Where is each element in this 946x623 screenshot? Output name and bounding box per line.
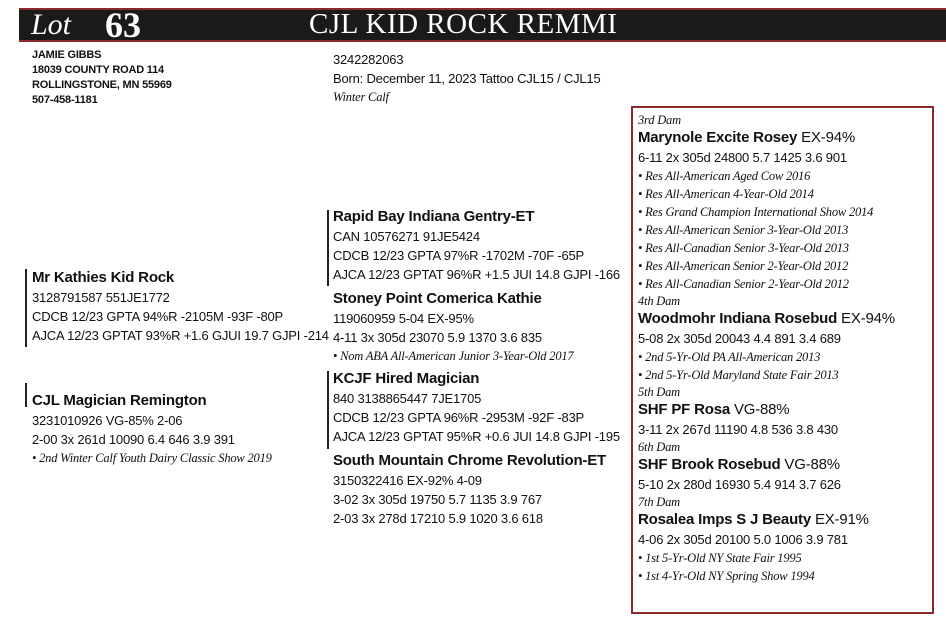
animal-title: CJL KID ROCK REMMI [309, 8, 618, 40]
dam-generation-classification: VG-88% [729, 401, 790, 418]
dam-generation-name-text: Marynole Excite Rosey [638, 129, 798, 146]
dam-block [32, 391, 272, 467]
dam-generation-classification: VG-88% [780, 456, 840, 473]
dam-dam-line1: 3150322416 EX-92% 4-09 [333, 473, 482, 488]
owner-name: JAMIE GIBBS [32, 49, 102, 61]
dam-generation-name-text: Woodmohr Indiana Rosebud [638, 310, 838, 327]
sire-sire-line3: AJCA 12/23 GPTAT 96%R +1.5 JUI 14.8 GJPI -166 [333, 267, 620, 282]
owner-address2: ROLLINGSTONE, MN 55969 [32, 79, 172, 91]
animal-class: Winter Calf [333, 90, 389, 104]
sire-dam-name: Stoney Point Comerica Kathie [333, 290, 542, 307]
dam-generation-classification: EX-94% [797, 129, 856, 146]
dam-sire-block [333, 369, 620, 446]
dam-bracket [25, 383, 27, 407]
dam-section [638, 293, 930, 384]
dam-generation-achievement: • Res Grand Champion International Show 2014 [638, 205, 874, 219]
dam-dam-line2: 3-02 3x 305d 19750 5.7 1135 3.9 767 [333, 492, 542, 507]
dam-generation-achievement: • Res All-American Senior 2-Year-Old 2012 [638, 259, 849, 273]
dam-sire-line3: AJCA 12/23 GPTAT 95%R +0.6 JUI 14.8 GJPI -195 [333, 429, 620, 444]
dam-section [638, 112, 930, 293]
dam-generation-name [638, 128, 930, 148]
dam-generation-name-text: SHF Brook Rosebud [638, 456, 781, 473]
dam-generation-record: 5-08 2x 305d 20043 4.4 891 3.4 689 [638, 331, 841, 346]
animal-reg: 3242282063 [333, 52, 404, 67]
dam-generation-achievement: • Res All-Canadian Senior 2-Year-Old 2012 [638, 277, 849, 291]
sire-dam-block [333, 289, 574, 365]
dam-generation-name [638, 309, 930, 329]
dam-generation-label: 3rd Dam [638, 113, 681, 127]
sire-sire-bracket [327, 210, 329, 286]
dam-generation-achievement: • 1st 4-Yr-Old NY Spring Show 1994 [638, 569, 815, 583]
sire-line1: 3128791587 551JE1772 [32, 290, 170, 305]
dam-generation-label: 6th Dam [638, 440, 681, 454]
dam-generation-label: 7th Dam [638, 495, 681, 509]
dam-dam-block [333, 451, 606, 528]
owner-block [32, 48, 172, 108]
sire-line3: AJCA 12/23 GPTAT 93%R +1.6 GJUI 19.7 GJPI -214 [32, 328, 329, 343]
dam-generation-achievement: • Res All-American Senior 3-Year-Old 2013 [638, 223, 849, 237]
dam-generation-achievement: • Res All-American Aged Cow 2016 [638, 169, 811, 183]
dam-generation-achievement: • 2nd 5-Yr-Old PA All-American 2013 [638, 350, 821, 364]
sire-sire-block [333, 207, 620, 284]
sire-sire-line2: CDCB 12/23 GPTA 97%R -1702M -70F -65P [333, 248, 585, 263]
dam-sire-bracket [327, 371, 329, 449]
dam-achievement: • 2nd Winter Calf Youth Dairy Classic Show 2019 [32, 451, 272, 465]
extended-dams-list [638, 112, 930, 585]
dam-sire-line2: CDCB 12/23 GPTA 96%R -2953M -92F -83P [333, 410, 585, 425]
dam-generation-name [638, 455, 930, 475]
dam-generation-name [638, 400, 930, 420]
dam-dam-name: South Mountain Chrome Revolution-ET [333, 452, 606, 469]
dam-generation-achievement: • 1st 5-Yr-Old NY State Fair 1995 [638, 551, 802, 565]
dam-line1: 3231010926 VG-85% 2-06 [32, 413, 183, 428]
dam-generation-record: 5-10 2x 280d 16930 5.4 914 3.7 626 [638, 477, 841, 492]
owner-phone: 507-458-1181 [32, 94, 98, 106]
sire-dam-line1: 119060959 5-04 EX-95% [333, 311, 474, 326]
dam-generation-name-text: SHF PF Rosa [638, 401, 730, 418]
sire-dam-line2: 4-11 3x 305d 23070 5.9 1370 3.6 835 [333, 330, 542, 345]
dam-section [638, 384, 930, 439]
dam-generation-record: 4-06 2x 305d 20100 5.0 1006 3.9 781 [638, 532, 848, 547]
dam-generation-classification: EX-94% [837, 310, 895, 327]
dam-generation-achievement: • 2nd 5-Yr-Old Maryland State Fair 2013 [638, 368, 839, 382]
dam-sire-name: KCJF Hired Magician [333, 370, 480, 387]
animal-info [333, 50, 601, 106]
lot-label: Lot [31, 8, 72, 41]
dam-generation-record: 3-11 2x 267d 11190 4.8 536 3.8 430 [638, 422, 838, 437]
dam-line2: 2-00 3x 261d 10090 6.4 646 3.9 391 [32, 432, 235, 447]
sire-dam-achievement: • Nom ABA All-American Junior 3-Year-Old 2017 [333, 349, 574, 363]
dam-generation-label: 4th Dam [638, 294, 681, 308]
sire-name: Mr Kathies Kid Rock [32, 269, 175, 286]
dam-generation-label: 5th Dam [638, 385, 681, 399]
animal-born: Born: December 11, 2023 Tattoo CJL15 / CJL15 [333, 71, 601, 86]
sire-sire-name: Rapid Bay Indiana Gentry-ET [333, 208, 535, 225]
dam-generation-classification: EX-91% [810, 511, 869, 528]
owner-address1: 18039 COUNTY ROAD 114 [32, 64, 164, 76]
dam-generation-achievement: • Res All-American 4-Year-Old 2014 [638, 187, 814, 201]
dam-generation-record: 6-11 2x 305d 24800 5.7 1425 3.6 901 [638, 150, 847, 165]
lot-number: 63 [105, 5, 141, 45]
lot-header-bar [19, 5, 946, 45]
sire-line2: CDCB 12/23 GPTA 94%R -2105M -93F -80P [32, 309, 284, 324]
dam-generation-name-text: Rosalea Imps S J Beauty [638, 511, 811, 528]
dam-name: CJL Magician Remington [32, 392, 207, 409]
sire-block [32, 268, 329, 345]
sire-sire-line1: CAN 10576271 91JE5424 [333, 229, 480, 244]
dam-section [638, 439, 930, 494]
dam-generation-name [638, 510, 930, 530]
dam-generation-achievement: • Res All-Canadian Senior 3-Year-Old 2013 [638, 241, 849, 255]
dam-section [638, 494, 930, 585]
dam-sire-line1: 840 3138865447 7JE1705 [333, 391, 482, 406]
dam-dam-line3: 2-03 3x 278d 17210 5.9 1020 3.6 618 [333, 511, 543, 526]
sire-bracket [25, 269, 27, 347]
